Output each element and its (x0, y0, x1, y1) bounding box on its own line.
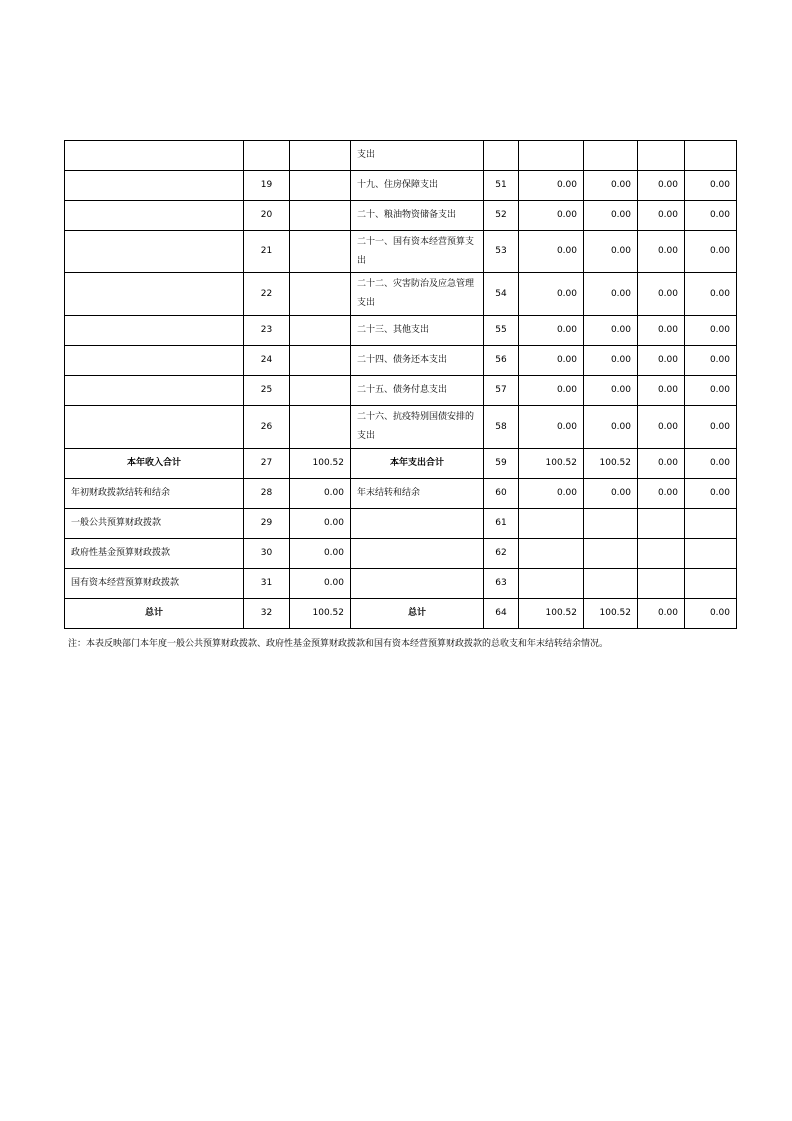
fund-budget-cell: 0.00 (638, 171, 685, 201)
income-item-cell: 政府性基金预算财政拨款 (65, 539, 244, 569)
fund-budget-cell (638, 509, 685, 539)
expense-total-cell (519, 141, 584, 171)
expense-total-cell: 0.00 (519, 376, 584, 406)
general-budget-cell: 0.00 (584, 316, 638, 346)
state-capital-budget-cell: 0.00 (685, 406, 737, 449)
income-item-cell: 年初财政拨款结转和结余 (65, 479, 244, 509)
expense-item-cell: 二十三、其他支出 (351, 316, 484, 346)
expense-line-cell: 61 (484, 509, 519, 539)
fund-budget-cell: 0.00 (638, 316, 685, 346)
income-line-cell (244, 141, 290, 171)
table-row (65, 406, 737, 449)
expense-item-cell: 本年支出合计 (351, 449, 484, 479)
table-row (65, 599, 737, 629)
expense-total-cell: 0.00 (519, 171, 584, 201)
table-row (65, 171, 737, 201)
expense-item-cell: 总计 (351, 599, 484, 629)
general-budget-cell (584, 569, 638, 599)
income-item-cell: 总计 (65, 599, 244, 629)
expense-line-cell: 59 (484, 449, 519, 479)
expense-total-cell (519, 569, 584, 599)
expense-line-cell: 62 (484, 539, 519, 569)
table-row (65, 539, 737, 569)
income-line-cell: 30 (244, 539, 290, 569)
state-capital-budget-cell: 0.00 (685, 479, 737, 509)
income-line-cell: 31 (244, 569, 290, 599)
expense-line-cell: 54 (484, 273, 519, 316)
expense-item-cell: 二十一、国有资本经营预算支出 (351, 231, 484, 273)
expense-line-cell: 51 (484, 171, 519, 201)
expense-item-cell (351, 569, 484, 599)
expense-total-cell: 0.00 (519, 231, 584, 273)
income-item-cell (65, 171, 244, 201)
expense-item-cell: 年末结转和结余 (351, 479, 484, 509)
income-amount-cell (290, 406, 351, 449)
expense-item-cell: 二十二、灾害防治及应急管理支出 (351, 273, 484, 316)
expense-item-cell: 二十、粮油物资储备支出 (351, 201, 484, 231)
expense-total-cell: 0.00 (519, 201, 584, 231)
table-row (65, 449, 737, 479)
fund-budget-cell (638, 141, 685, 171)
income-item-cell (65, 346, 244, 376)
fund-budget-cell: 0.00 (638, 346, 685, 376)
income-line-cell: 25 (244, 376, 290, 406)
income-amount-cell: 0.00 (290, 509, 351, 539)
fund-budget-cell: 0.00 (638, 406, 685, 449)
income-line-cell: 23 (244, 316, 290, 346)
state-capital-budget-cell: 0.00 (685, 346, 737, 376)
expense-item-cell: 支出 (351, 141, 484, 171)
expense-total-cell: 100.52 (519, 599, 584, 629)
state-capital-budget-cell: 0.00 (685, 231, 737, 273)
expense-total-cell: 100.52 (519, 449, 584, 479)
state-capital-budget-cell: 0.00 (685, 449, 737, 479)
expense-line-cell: 55 (484, 316, 519, 346)
table-row (65, 509, 737, 539)
income-line-cell: 26 (244, 406, 290, 449)
table-row (65, 316, 737, 346)
income-item-cell (65, 316, 244, 346)
general-budget-cell: 0.00 (584, 479, 638, 509)
income-item-cell (65, 201, 244, 231)
income-line-cell: 27 (244, 449, 290, 479)
income-amount-cell: 100.52 (290, 599, 351, 629)
expense-total-cell: 0.00 (519, 316, 584, 346)
state-capital-budget-cell (685, 569, 737, 599)
expense-line-cell: 60 (484, 479, 519, 509)
state-capital-budget-cell (685, 141, 737, 171)
general-budget-cell: 100.52 (584, 449, 638, 479)
fund-budget-cell: 0.00 (638, 231, 685, 273)
fiscal-allocation-table (64, 140, 737, 629)
income-item-cell (65, 141, 244, 171)
income-line-cell: 28 (244, 479, 290, 509)
expense-line-cell: 64 (484, 599, 519, 629)
general-budget-cell: 0.00 (584, 171, 638, 201)
fund-budget-cell: 0.00 (638, 599, 685, 629)
expense-item-cell: 十九、住房保障支出 (351, 171, 484, 201)
income-line-cell: 20 (244, 201, 290, 231)
table-row (65, 346, 737, 376)
expense-item-cell: 二十六、抗疫特别国债安排的支出 (351, 406, 484, 449)
income-line-cell: 21 (244, 231, 290, 273)
general-budget-cell: 0.00 (584, 406, 638, 449)
income-item-cell (65, 231, 244, 273)
general-budget-cell (584, 539, 638, 569)
income-amount-cell: 0.00 (290, 539, 351, 569)
table-body (65, 141, 737, 629)
table-row (65, 376, 737, 406)
income-amount-cell (290, 201, 351, 231)
state-capital-budget-cell: 0.00 (685, 201, 737, 231)
expense-line-cell: 58 (484, 406, 519, 449)
table-row (65, 231, 737, 273)
expense-total-cell: 0.00 (519, 273, 584, 316)
expense-total-cell: 0.00 (519, 346, 584, 376)
expense-item-cell (351, 539, 484, 569)
expense-line-cell: 56 (484, 346, 519, 376)
state-capital-budget-cell (685, 539, 737, 569)
expense-line-cell (484, 141, 519, 171)
income-item-cell: 本年收入合计 (65, 449, 244, 479)
table-row (65, 201, 737, 231)
income-line-cell: 22 (244, 273, 290, 316)
expense-line-cell: 52 (484, 201, 519, 231)
table-row (65, 273, 737, 316)
fund-budget-cell: 0.00 (638, 273, 685, 316)
expense-total-cell (519, 539, 584, 569)
table-row (65, 569, 737, 599)
state-capital-budget-cell: 0.00 (685, 599, 737, 629)
general-budget-cell: 0.00 (584, 201, 638, 231)
income-amount-cell (290, 316, 351, 346)
fund-budget-cell: 0.00 (638, 449, 685, 479)
expense-total-cell (519, 509, 584, 539)
income-line-cell: 29 (244, 509, 290, 539)
income-item-cell (65, 376, 244, 406)
fund-budget-cell: 0.00 (638, 376, 685, 406)
general-budget-cell: 0.00 (584, 273, 638, 316)
income-amount-cell (290, 273, 351, 316)
income-amount-cell: 0.00 (290, 479, 351, 509)
income-line-cell: 19 (244, 171, 290, 201)
income-line-cell: 24 (244, 346, 290, 376)
income-amount-cell (290, 231, 351, 273)
table-note: 注：本表反映部门本年度一般公共预算财政拨款、政府性基金预算财政拨款和国有资本经营预算财政拨款的总收支和年末结转结余情况。 (68, 639, 609, 649)
state-capital-budget-cell: 0.00 (685, 273, 737, 316)
general-budget-cell: 100.52 (584, 599, 638, 629)
income-item-cell: 国有资本经营预算财政拨款 (65, 569, 244, 599)
expense-line-cell: 53 (484, 231, 519, 273)
fund-budget-cell: 0.00 (638, 479, 685, 509)
income-amount-cell: 100.52 (290, 449, 351, 479)
state-capital-budget-cell: 0.00 (685, 171, 737, 201)
general-budget-cell: 0.00 (584, 376, 638, 406)
expense-line-cell: 63 (484, 569, 519, 599)
general-budget-cell (584, 509, 638, 539)
income-line-cell: 32 (244, 599, 290, 629)
expense-item-cell: 二十五、债务付息支出 (351, 376, 484, 406)
state-capital-budget-cell (685, 509, 737, 539)
income-item-cell: 一般公共预算财政拨款 (65, 509, 244, 539)
income-amount-cell (290, 376, 351, 406)
expense-total-cell: 0.00 (519, 406, 584, 449)
expense-line-cell: 57 (484, 376, 519, 406)
state-capital-budget-cell: 0.00 (685, 376, 737, 406)
income-amount-cell: 0.00 (290, 569, 351, 599)
expense-total-cell: 0.00 (519, 479, 584, 509)
expense-item-cell: 二十四、债务还本支出 (351, 346, 484, 376)
table-row (65, 479, 737, 509)
income-amount-cell (290, 346, 351, 376)
income-amount-cell (290, 171, 351, 201)
fund-budget-cell (638, 569, 685, 599)
fund-budget-cell: 0.00 (638, 201, 685, 231)
general-budget-cell: 0.00 (584, 346, 638, 376)
table-row (65, 141, 737, 171)
income-item-cell (65, 406, 244, 449)
income-amount-cell (290, 141, 351, 171)
income-item-cell (65, 273, 244, 316)
expense-item-cell (351, 509, 484, 539)
general-budget-cell: 0.00 (584, 231, 638, 273)
state-capital-budget-cell: 0.00 (685, 316, 737, 346)
general-budget-cell (584, 141, 638, 171)
fund-budget-cell (638, 539, 685, 569)
